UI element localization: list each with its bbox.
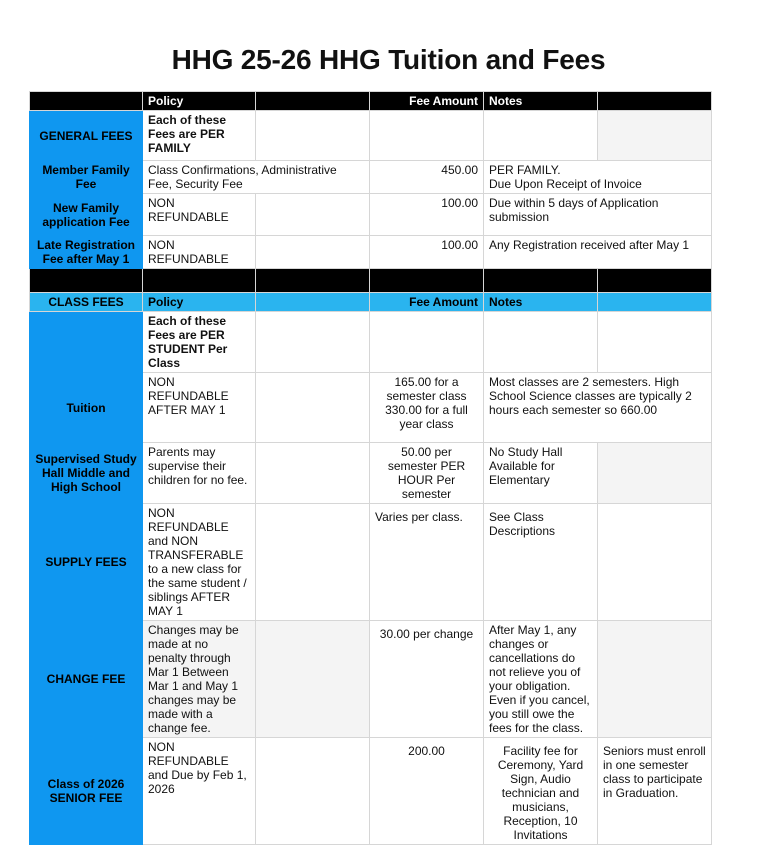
late-registration-amount: 100.00 — [370, 236, 484, 269]
class-fees-policy: Each of these Fees are PER STUDENT Per Class — [143, 312, 256, 373]
empty-cell — [598, 504, 712, 621]
empty-cell — [256, 236, 370, 269]
header-policy: Policy — [143, 92, 256, 111]
study-hall-row — [30, 443, 712, 504]
empty-cell — [598, 443, 712, 504]
class-header-fee-amount: Fee Amount — [370, 293, 484, 312]
tuition-row — [30, 373, 712, 443]
empty-cell — [484, 111, 598, 161]
header-blank — [598, 293, 712, 312]
empty-cell — [370, 111, 484, 161]
empty-cell — [484, 312, 598, 373]
empty-cell — [370, 312, 484, 373]
change-fee-amount: 30.00 per change — [370, 621, 484, 738]
senior-fee-label: Class of 2026 SENIOR FEE — [30, 738, 143, 845]
header-blank — [256, 293, 370, 312]
supply-fees-row — [30, 504, 712, 621]
page-title: HHG 25-26 HHG Tuition and Fees — [171, 44, 606, 75]
empty-cell — [256, 312, 370, 373]
class-fees-label: CLASS FEES — [30, 293, 143, 312]
senior-fee-row — [30, 738, 712, 845]
study-hall-policy: Parents may supervise their children for no fee. — [143, 443, 256, 504]
empty-cell — [256, 443, 370, 504]
general-header-row — [30, 92, 712, 111]
header-blank — [256, 92, 370, 111]
general-fees-label: GENERAL FEES — [30, 111, 143, 161]
section-divider — [30, 269, 712, 293]
change-fee-policy: Changes may be made at no penalty through Mar 1 Between Mar 1 and May 1 changes may be made with a change fee. — [143, 621, 256, 738]
study-hall-amount: 50.00 per semester PER HOUR Per semester — [370, 443, 484, 504]
late-registration-label: Late Registration Fee after May 1 — [30, 236, 143, 269]
late-registration-policy: NON REFUNDABLE — [143, 236, 256, 269]
senior-fee-notes: Facility fee for Ceremony, Yard Sign, Audio technician and musicians, Reception, 10 Invitations — [484, 738, 598, 845]
header-blank — [598, 92, 712, 111]
empty-cell — [256, 111, 370, 161]
supply-fees-label: SUPPLY FEES — [30, 504, 143, 621]
tuition-notes: Most classes are 2 semesters. High School Science classes are typically 2 hours each semester so 660.00 — [484, 373, 712, 443]
empty-cell — [256, 373, 370, 443]
empty-cell — [256, 504, 370, 621]
tuition-policy: NON REFUNDABLE AFTER MAY 1 — [143, 373, 256, 443]
study-hall-notes: No Study Hall Available for Elementary — [484, 443, 598, 504]
tuition-amount: 165.00 for a semester class 330.00 for a full year class — [370, 373, 484, 443]
senior-fee-policy: NON REFUNDABLE and Due by Feb 1, 2026 — [143, 738, 256, 845]
general-fees-policy: Each of these Fees are PER FAMILY — [143, 111, 256, 161]
empty-cell — [598, 621, 712, 738]
class-policy-row — [30, 312, 712, 373]
late-registration-row — [30, 236, 712, 269]
empty-cell — [256, 621, 370, 738]
header-fee-amount: Fee Amount — [370, 92, 484, 111]
member-family-row — [30, 161, 712, 194]
general-fees-row — [30, 111, 712, 161]
change-fee-notes: After May 1, any changes or cancellations do not relieve you of your obligation. Even if you cancel, you still owe the fees for the class. — [484, 621, 598, 738]
new-family-notes: Due within 5 days of Application submission — [484, 194, 712, 236]
member-family-notes: PER FAMILY. Due Upon Receipt of Invoice — [484, 161, 712, 194]
empty-cell — [256, 738, 370, 845]
late-registration-notes: Any Registration received after May 1 — [484, 236, 712, 269]
member-family-label: Member Family Fee — [30, 161, 143, 194]
supply-fees-notes: See Class Descriptions — [484, 504, 598, 621]
class-header-policy: Policy — [143, 293, 256, 312]
new-family-row — [30, 194, 712, 236]
change-fee-label: CHANGE FEE — [30, 621, 143, 738]
header-notes: Notes — [484, 92, 598, 111]
blank-label — [30, 312, 143, 373]
empty-cell — [598, 312, 712, 373]
study-hall-label: Supervised Study Hall Middle and High School — [30, 443, 143, 504]
senior-fee-extra: Seniors must enroll in one semester class to participate in Graduation. — [598, 738, 712, 845]
supply-fees-amount: Varies per class. — [370, 504, 484, 621]
new-family-amount: 100.00 — [370, 194, 484, 236]
empty-cell — [256, 194, 370, 236]
tuition-label: Tuition — [30, 373, 143, 443]
class-header-row — [30, 293, 712, 312]
class-header-notes: Notes — [484, 293, 598, 312]
change-fee-row — [30, 621, 712, 738]
supply-fees-policy: NON REFUNDABLE and NON TRANSFERABLE to a new class for the same student / siblings AFTER MAY 1 — [143, 504, 256, 621]
new-family-label: New Family application Fee — [30, 194, 143, 236]
fees-table — [29, 91, 712, 845]
empty-cell — [598, 111, 712, 161]
new-family-policy: NON REFUNDABLE — [143, 194, 256, 236]
header-blank — [30, 92, 143, 111]
member-family-policy: Class Confirmations, Administrative Fee, Security Fee — [143, 161, 370, 194]
senior-fee-amount: 200.00 — [370, 738, 484, 845]
member-family-amount: 450.00 — [370, 161, 484, 194]
